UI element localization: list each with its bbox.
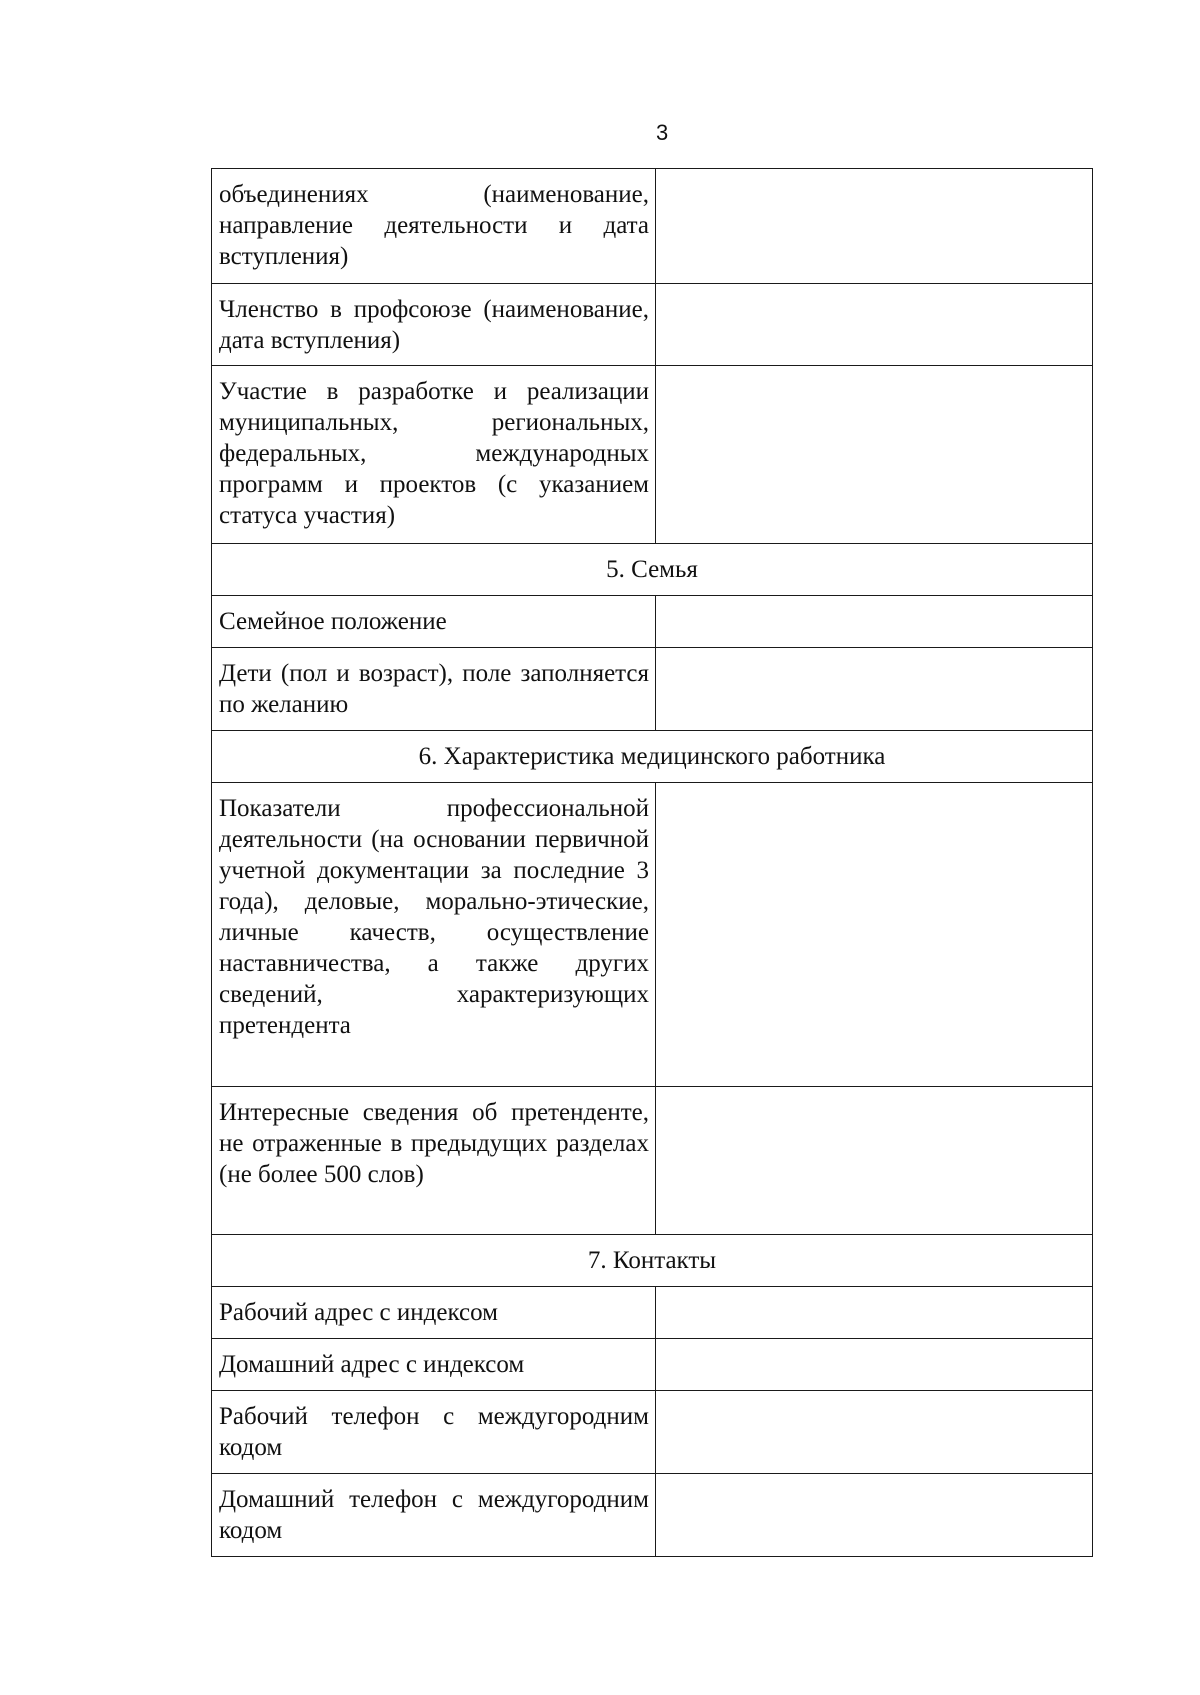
answer-field[interactable] xyxy=(656,1339,1093,1391)
answer-field[interactable] xyxy=(656,284,1093,366)
table-row-children xyxy=(212,648,1093,731)
row-label: Рабочий адрес с индексом xyxy=(212,1287,656,1339)
section-header-contacts xyxy=(212,1235,1093,1287)
answer-field[interactable] xyxy=(656,648,1093,731)
answer-field[interactable] xyxy=(656,596,1093,648)
answer-field[interactable] xyxy=(656,1391,1093,1474)
answer-field[interactable] xyxy=(656,169,1093,284)
section-title: 7. Контакты xyxy=(212,1235,1093,1287)
table-row-home-phone xyxy=(212,1474,1093,1557)
row-label: Участие в разработке и реализации муниципальных, региональных, федеральных, международных программ и проектов (с указанием статуса участия) xyxy=(212,366,656,544)
row-label: Дети (пол и возраст), поле заполняется по желанию xyxy=(212,648,656,731)
answer-field[interactable] xyxy=(656,783,1093,1087)
table-row-programs xyxy=(212,366,1093,544)
row-label: Семейное положение xyxy=(212,596,656,648)
table-row-marital-status xyxy=(212,596,1093,648)
row-label: Рабочий телефон с междугородним кодом xyxy=(212,1391,656,1474)
answer-field[interactable] xyxy=(656,1287,1093,1339)
table-row-trade-union xyxy=(212,284,1093,366)
section-title: 5. Семья xyxy=(212,544,1093,596)
section-header-family xyxy=(212,544,1093,596)
answer-field[interactable] xyxy=(656,1087,1093,1235)
answer-field[interactable] xyxy=(656,1474,1093,1557)
row-label: Интересные сведения об претенденте, не отраженные в предыдущих разделах (не более 500 слов) xyxy=(212,1087,656,1235)
page-number: 3 xyxy=(656,120,669,145)
table-row-performance xyxy=(212,783,1093,1087)
table-row-interesting-facts xyxy=(212,1087,1093,1235)
row-label: Домашний адрес с индексом xyxy=(212,1339,656,1391)
table-row-home-address xyxy=(212,1339,1093,1391)
row-label: Показатели профессиональной деятельности (на основании первичной учетной документации за последние 3 года), деловые, морально-этические, личные качеств, осуществление наставничества, а также других сведений, характеризующих претендента xyxy=(212,783,656,1087)
row-label: объединениях (наименование, направление деятельности и дата вступления) xyxy=(212,169,656,284)
section-header-medical xyxy=(212,731,1093,783)
table-row-associations xyxy=(212,169,1093,284)
row-label: Домашний телефон с междугородним кодом xyxy=(212,1474,656,1557)
questionnaire-table xyxy=(211,168,1093,1557)
table-row-work-address xyxy=(212,1287,1093,1339)
answer-field[interactable] xyxy=(656,366,1093,544)
section-title: 6. Характеристика медицинского работника xyxy=(212,731,1093,783)
table-row-work-phone xyxy=(212,1391,1093,1474)
row-label: Членство в профсоюзе (наименование, дата вступления) xyxy=(212,284,656,366)
